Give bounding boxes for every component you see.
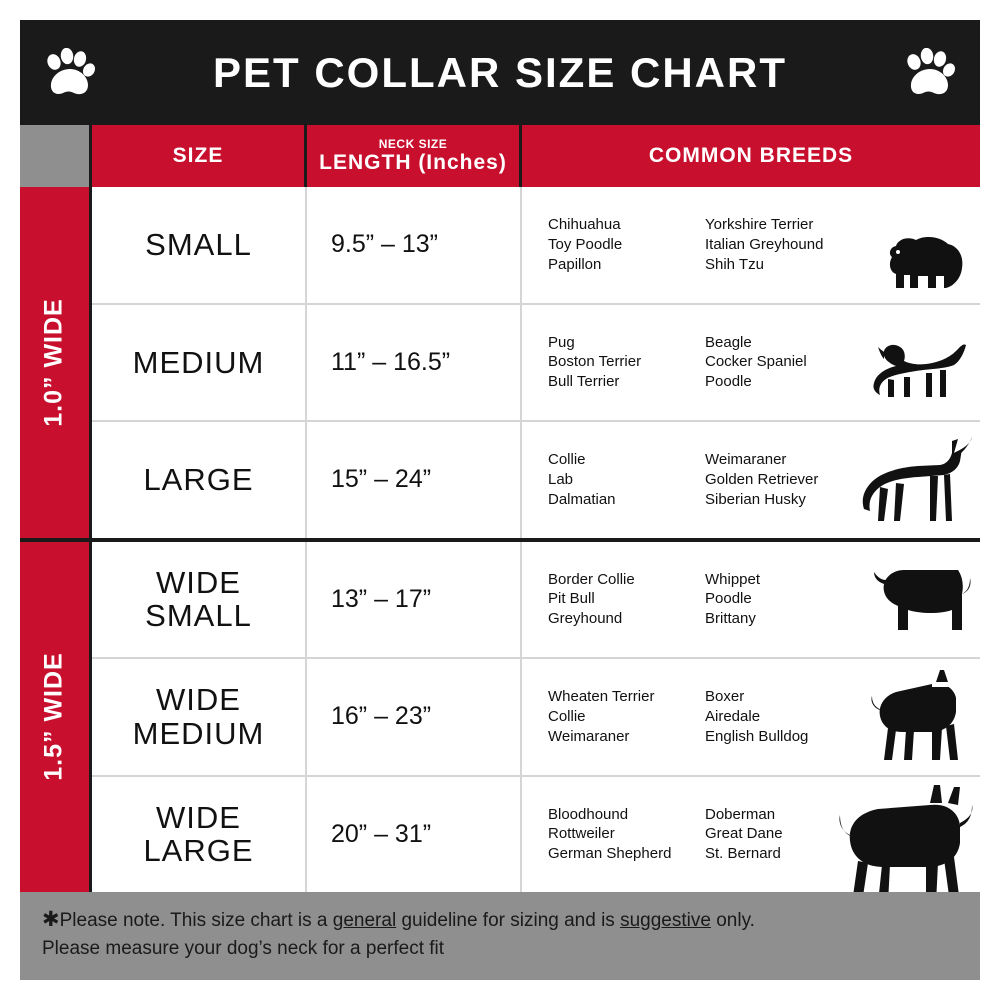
- table-row: [92, 659, 980, 777]
- table-row: [92, 542, 980, 660]
- disclaimer-note: ✱Please note. This size chart is a general guideline for sizing and is suggestive only. Please measure your dog’s neck for a perfect fit: [20, 892, 980, 980]
- cell-size: WIDE MEDIUM: [92, 659, 307, 775]
- cell-size: LARGE: [92, 422, 307, 538]
- column-header-length: NECK SIZE LENGTH (Inches): [307, 125, 522, 187]
- note-line-2: Please measure your dog’s neck for a perfect fit: [42, 938, 445, 960]
- group-label-1-5-wide: 1.5” WIDE: [20, 542, 92, 893]
- breed-column-2: Yorkshire Terrier Italian Greyhound Shih Tzu: [705, 216, 824, 273]
- group-1-0-wide: [20, 187, 980, 538]
- column-header-size: SIZE: [92, 125, 307, 187]
- breed-column-1: Pug Boston Terrier Bull Terrier: [548, 333, 642, 391]
- cell-length: 9.5” – 13”: [307, 187, 522, 303]
- breed-column-2: Boxer Airedale English Bulldog: [705, 688, 809, 745]
- chart-header: [20, 20, 980, 125]
- cell-breeds: [522, 659, 980, 775]
- bulldog-silhouette-icon: [866, 564, 974, 655]
- note-emphasis-suggestive: suggestive: [620, 910, 711, 931]
- breed-column-2: Beagle Cocker Spaniel Poodle: [705, 333, 807, 391]
- table-row: [92, 422, 980, 538]
- table-row: [92, 777, 980, 893]
- table-header-row: [20, 125, 980, 187]
- table-corner-cell: [20, 125, 92, 187]
- cell-size: SMALL: [92, 187, 307, 303]
- cell-size: WIDE SMALL: [92, 542, 307, 658]
- pet-collar-size-chart: [20, 20, 980, 980]
- cell-size: WIDE LARGE: [92, 777, 307, 893]
- cell-length: 15” – 24”: [307, 422, 522, 538]
- group-1-5-wide: [20, 538, 980, 893]
- beagle-dog-silhouette-icon: [870, 339, 974, 418]
- doberman-silhouette-icon: [830, 783, 980, 892]
- breed-column-1: Border Collie Pit Bull Greyhound: [548, 570, 635, 628]
- breed-column-1: Wheaten Terrier Collie Weimaraner: [548, 688, 655, 745]
- breed-column-2: Weimaraner Golden Retriever Siberian Husky: [705, 451, 819, 508]
- paw-print-icon: [44, 48, 96, 98]
- cell-breeds: [522, 422, 980, 538]
- breed-column-2: Whippet Poodle Brittany: [705, 570, 761, 628]
- size-table: [20, 125, 980, 892]
- cell-breeds: [522, 542, 980, 658]
- large-dog-silhouette-icon: [858, 435, 974, 536]
- breed-column-1: Bloodhound Rottweiler German Shepherd: [548, 805, 672, 863]
- small-fluffy-dog-silhouette-icon: [882, 226, 974, 301]
- asterisk-icon: ✱: [42, 908, 60, 931]
- cell-length: 13” – 17”: [307, 542, 522, 658]
- cell-length: 20” – 31”: [307, 777, 522, 893]
- cell-breeds: [522, 187, 980, 303]
- boxer-dog-silhouette-icon: [862, 668, 974, 773]
- breed-column-1: Collie Lab Dalmatian: [548, 451, 616, 508]
- paw-print-icon: [904, 48, 956, 98]
- breed-column-1: Chihuahua Toy Poodle Papillon: [548, 216, 623, 273]
- cell-breeds: [522, 305, 980, 421]
- note-emphasis-general: general: [332, 910, 397, 931]
- page-title: PET COLLAR SIZE CHART: [213, 48, 787, 96]
- column-header-breeds: COMMON BREEDS: [522, 125, 980, 187]
- table-row: [92, 305, 980, 423]
- table-row: [92, 187, 980, 305]
- cell-length: 16” – 23”: [307, 659, 522, 775]
- cell-length: 11” – 16.5”: [307, 305, 522, 421]
- cell-size: MEDIUM: [92, 305, 307, 421]
- breed-column-2: Doberman Great Dane St. Bernard: [705, 805, 783, 863]
- group-label-1-0-wide: 1.0” WIDE: [20, 187, 92, 538]
- cell-breeds: [522, 777, 980, 893]
